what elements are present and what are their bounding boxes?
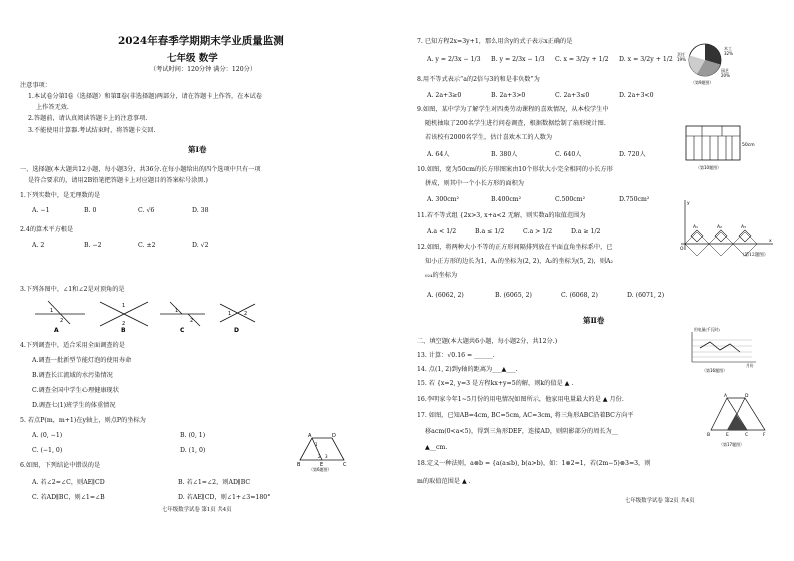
question-12: ₀₂₄的坐标为 (425, 272, 458, 279)
option: A. y = 2/3x − 1/3 (427, 56, 481, 63)
angle-label: 2 (190, 318, 194, 324)
question-18: 18.定义一种法则，a⊗b = {a(a≤b), b(a>b)，如：1⊗2=1，若(2m−5)⊗3=3，则 (417, 460, 651, 467)
q17-triangle-figure (707, 392, 777, 454)
option: D. 720人 (619, 151, 646, 158)
figure-caption: （第12题图） (740, 253, 769, 258)
q6-figure (296, 432, 356, 472)
q12-squares-figure (677, 196, 777, 258)
option: D. (6071, 2) (627, 292, 665, 299)
q9-pie-chart (677, 38, 739, 86)
pie-label: 20% (721, 73, 730, 78)
point-label: A₃ (741, 225, 746, 230)
option: A. 2a+3≥0 (427, 92, 462, 99)
option: A. −1 (32, 207, 50, 214)
question-17: 17. 如图，已知AB=4cm, BC=5cm, AC=3cm, 将三角形ABC沿着BC方向平 (417, 412, 634, 419)
section1-instructions: 一、选择题(本大题共12小题，每小题3分，共36分.在每小题给出的四个选项中只有一项 (20, 166, 261, 173)
option: C. 2a+3≤0 (555, 92, 590, 99)
option: B. (6065, 2) (495, 292, 532, 299)
pie-label: 32% (724, 51, 733, 56)
figure-caption: （第9题图） (691, 80, 714, 85)
option: D. (1, 0) (180, 447, 206, 454)
q3-figure-b (100, 302, 148, 334)
figure-caption: （第6题图） (309, 467, 332, 472)
question-4: 4.下列调查中，适合采用全面调查的是 (20, 342, 125, 349)
option: C.调查全国中学生心理健康现状 (32, 387, 119, 394)
option: C. (6068, 2) (561, 292, 598, 299)
notice-line: 2.答题前，请认真阅读答题卡上的注意事项. (28, 115, 148, 122)
option: A. 300cm² (427, 196, 460, 203)
dimension-label: 50cm (742, 143, 755, 148)
question-10: 拼成，则其中一个小长方形的面积为 (425, 180, 524, 187)
angle-label: 1 (315, 442, 318, 447)
angle-label: 2 (244, 311, 248, 317)
q3-angle-figures (30, 296, 260, 334)
option: B. 2a+3>0 (491, 92, 526, 99)
question-18: m的取值范围是 ▲ . (417, 478, 471, 485)
option: A.a < 1/2 (427, 228, 457, 235)
part2-title: 第Ⅱ卷 (583, 316, 605, 325)
pie-label: 木工 (724, 46, 732, 51)
angle-label: 1 (122, 303, 126, 309)
q3-figure-d (220, 304, 255, 334)
point-label: A (724, 394, 728, 399)
option: A. (6062, 2) (427, 292, 464, 299)
question-17: 移acm(0<a<5)，得到三角形DEF，连接AD，则阴影部分的周长为__ (425, 428, 618, 435)
axis-label: O (680, 247, 684, 252)
option: B. (0, 1) (180, 432, 206, 439)
option: D. x = 3/2y + 1/2 (619, 56, 673, 63)
figure-caption: （第10题图） (696, 165, 722, 170)
figure-label: A (54, 327, 59, 334)
option: A. 2 (32, 242, 45, 249)
point-label: D (745, 394, 749, 399)
option: D. 2a+3<0 (619, 92, 654, 99)
section1-instructions: 是符合要求的，请用2B铅笔把答题卡上对应题目的答案标号涂黑.) (28, 177, 208, 184)
option: C. √6 (138, 207, 155, 214)
pie-label: 19% (677, 57, 686, 62)
angle-label: 1 (228, 311, 232, 317)
notice-line: 上作答无效. (36, 104, 69, 111)
figure-caption: （第17题图） (719, 442, 745, 447)
figure-label: C (180, 327, 185, 334)
angle-label: 1 (50, 308, 54, 314)
notice-title: 注意事项： (20, 82, 51, 89)
q3-figure-a (35, 301, 85, 334)
question-3: 3.下列各图中，∠1和∠2是对顶角的是 (20, 286, 125, 293)
exam-title: 2024年春季学期期末学业质量监测 (118, 35, 284, 47)
option: A. (0, −1) (32, 432, 63, 439)
angle-label: 3 (325, 454, 328, 459)
question-7: 7. 已知方程2x=3y+1，那么用含y的式子表示x正确的是 (417, 38, 573, 45)
point-label: B (707, 433, 711, 438)
angle-label: 1 (175, 308, 179, 314)
axis-label: 用电量(千瓦时) (694, 327, 720, 332)
point-label: E (320, 462, 324, 468)
option: B. 若∠1=∠2，则AD∥BC (178, 479, 251, 486)
part1-title: 第Ⅰ卷 (188, 145, 207, 154)
axis-label: y (687, 201, 690, 206)
pie-label: 烹饪 (677, 52, 685, 57)
option: C. (−1, 0) (32, 447, 63, 454)
option: B.调查长江流域的水污染情况 (32, 372, 113, 379)
question-11: 11.若不等式组 {2x>3, x+a<2 无解，则实数a的取值范围为 (417, 212, 586, 219)
page-footer: 七年级数学试卷 第2页 共4页 (625, 498, 695, 504)
question-5: 5. 若点P(m，m+1)在y轴上，则点P的坐标为 (20, 417, 146, 424)
question-12: 12.如图，将两种大小不等的正方形间隔排列放在平面直角坐标系中，已 (417, 244, 613, 251)
question-9: 随机抽取了200名学生进行问卷调查，根据数据绘制了扇形统计图. (425, 120, 606, 127)
point-label: C (745, 433, 749, 438)
exam-subtitle: 七年级 数学 (167, 53, 218, 64)
question-14: 14. 点(1, 2)到y轴的距离为___▲___. (417, 366, 518, 373)
question-1: 1.下列实数中，是无理数的是 (20, 192, 101, 199)
option: B. y = 2/3x − 1/3 (491, 56, 545, 63)
question-6: 6.如图，下列结论中错误的是 (20, 462, 101, 469)
question-17: ▲__cm. (425, 444, 448, 451)
option: A.调查一批新型节能灯泡的使用寿命 (32, 357, 132, 364)
option: B. 380人 (491, 151, 518, 158)
option: B.a ≤ 1/2 (475, 228, 505, 235)
figure-label: B (121, 327, 126, 334)
angle-label: 2 (122, 321, 126, 327)
option: C.500cm² (555, 196, 586, 203)
option: C.a > 1/2 (523, 228, 553, 235)
q10-rectangle-figure (682, 122, 760, 172)
point-label: B (297, 462, 301, 468)
option: C. 若AD∥BC，则∠1=∠B (32, 494, 105, 501)
option: D.调查七(1)班学生的体重情况 (32, 402, 116, 409)
exam-info: （考试时间：120分钟 满分：120分） (150, 66, 257, 73)
option: B. −2 (84, 242, 102, 249)
question-16: 16.李明家今年1~5月份的用电情况如图所示，他家用电量最大的是 ▲ 月份. (417, 396, 624, 403)
point-label: A₂ (717, 225, 722, 230)
question-8: 8.用不等式表示“a的2倍与3的和是非负数”为 (417, 76, 540, 83)
pie-label: 园艺 (721, 68, 729, 73)
option: C. ±2 (138, 242, 156, 249)
point-label: C (343, 462, 347, 468)
point-label: E (726, 433, 729, 438)
page-footer: 七年级数学试卷 第1页 共4页 (162, 507, 232, 513)
right-page (397, 0, 794, 561)
option: D.a ≥ 1/2 (571, 228, 601, 235)
option: D. √2 (192, 242, 209, 249)
notice-line: 3.不能使用计算器.考试结束时，将答题卡交回. (28, 127, 156, 134)
question-13: 13. 计算：√0.16 = ______. (417, 352, 495, 359)
option: D. 38 (192, 207, 209, 214)
option: C. x = 3/2y + 1/2 (555, 56, 609, 63)
option: B.400cm² (491, 196, 522, 203)
option: D. 若AE∥CD，则∠1+∠3=180° (178, 494, 271, 501)
option: B. 0 (84, 207, 97, 214)
point-label: F (763, 433, 766, 438)
question-12: 知小正方形的边长为1，A₁的坐标为(2, 2)，A₂的坐标为(5, 2)，则A₂ (425, 258, 613, 265)
angle-label: 2 (318, 454, 321, 459)
axis-label: 月份 (746, 363, 754, 368)
section2-instructions: 二、填空题(本大题共6小题，每小题2分，共12分.) (417, 338, 558, 345)
question-9: 9.如图，某中学为了解学生对四类劳动课程的喜欢情况，从本校学生中 (417, 106, 609, 113)
angle-label: 2 (60, 318, 64, 324)
option: A. 若∠2=∠C，则AE∥CD (32, 479, 105, 486)
question-10: 10.如图，宽为50cm的长方形图案由10个形状大小完全相同的小长方形 (417, 166, 613, 173)
point-label: D (332, 433, 336, 439)
point-label: A (308, 433, 312, 439)
question-2: 2.4的算术平方根是 (20, 226, 74, 233)
question-15: 15. 若 {x=2, y=3 是方程kx+y=5的解，则k的值是 ▲ . (417, 380, 574, 387)
q16-line-chart (682, 326, 762, 374)
option: C. 640人 (555, 151, 582, 158)
option: D.750cm² (619, 196, 650, 203)
point-label: A₁ (693, 225, 698, 230)
option: A. 64人 (427, 151, 450, 158)
axis-label: x (769, 239, 772, 244)
q3-figure-c (160, 302, 205, 334)
question-9: 若该校有2000名学生，估计喜欢木工的人数为 (425, 134, 553, 141)
notice-line: 1.本试卷分第Ⅰ卷（选择题）和第Ⅱ卷(非选择题)两部分，请在答题卡上作答，在本试卷 (28, 93, 262, 100)
figure-caption: （第16题图） (702, 368, 728, 373)
figure-label: D (234, 327, 239, 334)
